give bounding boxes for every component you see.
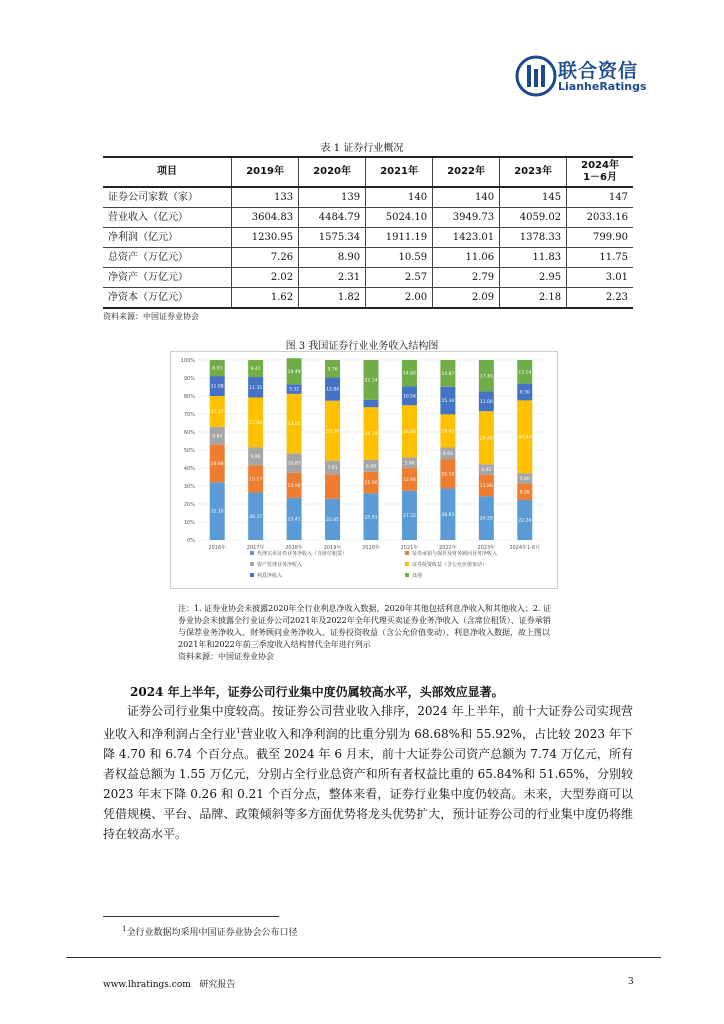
- data-label: 15.34: [441, 399, 455, 405]
- data-label: 33.05: [287, 422, 301, 428]
- table-cell: 11.06: [433, 248, 500, 268]
- data-label: 17.45: [479, 374, 493, 380]
- table-row: [103, 288, 633, 309]
- table-header-row: [103, 157, 633, 187]
- table-cell: 2.00: [366, 288, 433, 309]
- y-tick-label: 40%: [183, 466, 195, 472]
- y-tick-label: 10%: [183, 520, 195, 526]
- y-tick-label: 0%: [187, 538, 195, 544]
- table-cell: 140: [433, 187, 500, 208]
- data-label: 28.94: [402, 429, 416, 435]
- table-cell: 3.01: [567, 268, 633, 288]
- data-label: 9.96: [250, 454, 261, 460]
- table-cell: 1911.19: [366, 228, 433, 248]
- footnote-ref[interactable]: 1: [236, 727, 241, 735]
- x-tick-label: 2018年: [285, 545, 303, 551]
- legend-label: 利息净收入: [257, 573, 283, 579]
- legend-label: 资产管理业务净收入: [257, 562, 303, 568]
- table-cell: 8.90: [299, 248, 366, 268]
- table-cell: 营业收入（亿元）: [103, 208, 232, 228]
- page-number: 3: [628, 977, 634, 987]
- data-label: 12.64: [402, 478, 416, 484]
- table-cell: 1.62: [232, 288, 299, 309]
- data-label: 17.17: [210, 410, 224, 416]
- table-cell: 2.02: [232, 268, 299, 288]
- footer-left: [103, 977, 235, 990]
- data-label: 6.64: [442, 452, 453, 458]
- table-cell: 2.09: [433, 288, 500, 309]
- table-row: [103, 268, 633, 288]
- y-tick-label: 70%: [183, 412, 195, 418]
- x-tick-label: 2021年: [400, 545, 419, 551]
- data-label: 10.54: [402, 394, 416, 400]
- data-label: 40.44: [518, 435, 532, 441]
- data-label: 11.08: [210, 384, 224, 390]
- legend-swatch: [405, 551, 409, 555]
- legend-swatch: [405, 573, 409, 577]
- y-tick-label: 60%: [183, 430, 195, 436]
- logo-en: LianheRatings: [558, 80, 647, 93]
- data-label: 33.30: [326, 429, 340, 435]
- x-tick-label: 2020年: [362, 545, 380, 551]
- table-cell: 2.31: [299, 268, 366, 288]
- footer-label: 研究报告: [199, 980, 236, 990]
- data-label: 18.42: [441, 429, 455, 435]
- table-cell: 3949.73: [433, 208, 500, 228]
- table-cell: 10.59: [366, 248, 433, 268]
- data-label: 29.48: [479, 436, 493, 442]
- bar-segment: [325, 474, 340, 499]
- table-header-cell: 2020年: [299, 157, 366, 187]
- data-label: 7.61: [327, 466, 338, 472]
- table-body: [103, 187, 633, 308]
- data-label: 29.19: [364, 432, 378, 438]
- figure-title: 图 3 我国证券行业业务收入结构图: [285, 341, 439, 352]
- table-cell: 净资产（万亿元）: [103, 268, 232, 288]
- table-header-cell: 2022年: [433, 157, 500, 187]
- table-source: 资料来源：中国证券业协会: [103, 312, 199, 321]
- footnote-mark: 1: [122, 925, 127, 933]
- data-label: 9.30: [519, 390, 530, 396]
- legend-label: 证券承销与保荐及财务顾问业务净收入: [412, 551, 498, 557]
- table-cell: 2033.16: [567, 208, 633, 228]
- table-cell: 11.83: [500, 248, 567, 268]
- legend-swatch: [250, 551, 254, 555]
- table-cell: 1.82: [299, 288, 366, 309]
- table-header-cell: 2024年 1－6月: [567, 157, 633, 187]
- body-paragraph: [103, 701, 633, 844]
- x-tick-label: 2024年1-6月: [509, 545, 541, 551]
- data-label: 22.24: [518, 518, 532, 524]
- table-cell: 1423.01: [433, 228, 500, 248]
- table-cell: 1575.34: [299, 228, 366, 248]
- table-header-cell: 2021年: [366, 157, 433, 187]
- data-label: 27.68: [249, 420, 263, 426]
- data-label: 5.92: [481, 468, 492, 474]
- table-cell: 1378.33: [500, 228, 567, 248]
- table-cell: 139: [299, 187, 366, 208]
- table-cell: 140: [366, 187, 433, 208]
- data-label: 9.47: [250, 367, 261, 373]
- footnote-divider: [103, 916, 279, 917]
- table-cell: 4484.79: [299, 208, 366, 228]
- table-cell: 2.95: [500, 268, 567, 288]
- data-label: 5.80: [519, 477, 530, 483]
- footer-site[interactable]: www.lhratings.com: [103, 980, 191, 990]
- table-cell: 4059.02: [500, 208, 567, 228]
- data-label: 11.86: [479, 484, 493, 490]
- table-cell: 145: [500, 187, 567, 208]
- legend-swatch: [250, 562, 254, 566]
- table-cell: 净利润（亿元）: [103, 228, 232, 248]
- data-label: 5.96: [404, 461, 415, 467]
- table-header-cell: 2019年: [232, 157, 299, 187]
- data-label: 11.96: [364, 481, 378, 487]
- table-row: [103, 228, 633, 248]
- data-label: 27.32: [402, 514, 416, 520]
- table-cell: 799.90: [567, 228, 633, 248]
- table-header-cell: 项目: [103, 157, 232, 187]
- data-label: 20.88: [210, 462, 224, 468]
- table-cell: 1230.95: [232, 228, 299, 248]
- data-label: 13.90: [287, 483, 301, 489]
- body-paragraph-part-a: 证券公司行业集中度较高。按证券公司营业收入排序，2024 年上半年，前十大证券公司实现营业收入和净利润占全行业: [103, 704, 633, 741]
- table-cell: 147: [567, 187, 633, 208]
- table-cell: 5024.10: [366, 208, 433, 228]
- data-label: 25.91: [364, 515, 378, 521]
- data-label: 8.93: [212, 366, 223, 372]
- data-label: 14.49: [287, 369, 301, 375]
- y-tick-label: 50%: [183, 448, 195, 454]
- y-tick-label: 100%: [180, 358, 195, 364]
- data-label: 32.10: [210, 509, 224, 515]
- legend-label: 代理买卖证券业务净收入（含席位租赁）: [257, 551, 348, 557]
- table-cell: 133: [232, 187, 299, 208]
- data-label: 9.76: [327, 367, 338, 373]
- data-label: 14.60: [402, 371, 416, 377]
- legend-swatch: [250, 573, 254, 577]
- table-cell: 2.18: [500, 288, 567, 309]
- table-row: [103, 187, 633, 208]
- data-label: 15.17: [249, 477, 263, 483]
- data-label: 9.08: [519, 490, 530, 496]
- table-cell: 2.79: [433, 268, 500, 288]
- body-paragraph-part-b: 营业收入和净利润的比重分别为 68.68%和 55.92%，占比较 2023 年下降 4.70 和 6.74 个百分点。截至 2024 年 6 月末，前十大证券公司资产总额为 7.74 万亿元，所有者权益总额为 1.55 万亿元，分别占全行业总资产和所有者权益比重的 65.84%和 51.65%，分别较 2023 年末下降 0.26 和 0.21 个百分点，整体来看，证券行业集中度仍较高。未来，大型券商可以凭借规模、平台、品牌、政策倾斜等多方面优势将龙头优势扩大，预计证券公司的行业集中度仍将维持在较高水平。: [103, 727, 633, 841]
- y-tick-label: 90%: [183, 376, 195, 382]
- x-tick-label: 2023年: [477, 545, 496, 551]
- footnote-text: 全行业数据均采用中国证券业协会公布口径: [126, 928, 298, 938]
- data-label: 9.84: [212, 434, 223, 440]
- x-tick-label: 2016年: [208, 545, 227, 551]
- data-label: 11.00: [479, 399, 493, 405]
- table-row: [103, 208, 633, 228]
- data-label: 10.83: [287, 461, 301, 467]
- data-label: 23.41: [287, 517, 301, 523]
- data-label: 16.10: [441, 472, 455, 478]
- table-cell: 2.57: [366, 268, 433, 288]
- x-tick-label: 2017年: [246, 545, 265, 551]
- y-tick-label: 80%: [183, 394, 195, 400]
- figure-notes: [178, 603, 558, 663]
- data-label: 6.68: [365, 464, 377, 470]
- logo-name: 联合资信: [558, 60, 639, 82]
- legend-label: 证券投资收益（含公允价值变动）: [412, 562, 488, 568]
- revenue-structure-chart: [170, 351, 556, 589]
- footnote: [122, 925, 297, 938]
- data-label: 5.32: [289, 387, 300, 393]
- section-heading: 2024 年上半年，证券公司行业集中度仍属较高水平，头部效应显著。: [130, 685, 504, 699]
- table-title: 表 1 证券行业概况: [320, 143, 404, 154]
- legend-swatch: [405, 562, 409, 566]
- legend-label: 其他: [412, 573, 423, 579]
- figure-notes-text: 注：1. 证券业协会未披露2020年全行业利息净收入数据，2020年其他包括利息净收入和其他收入；2. 证券业协会未披露全行业证券公司2021年及2022年全年代理买卖证券业务净收入（含席位租赁）、证券承销与保荐业务净收入、财务顾问业务净收入、证券投资收益（含公允价值变动）、利息净收入数据，故上图以2021年和2022年前三季度收入结构替代全年进行列示: [178, 604, 552, 649]
- x-tick-label: 2022年: [439, 545, 457, 551]
- table-cell: 7.26: [232, 248, 299, 268]
- table-cell: 2.23: [567, 288, 633, 309]
- data-label: 22.14: [364, 378, 378, 384]
- y-tick-label: 20%: [183, 502, 195, 508]
- data-label: 14.87: [441, 371, 455, 377]
- table-header-cell: 2023年: [500, 157, 567, 187]
- table-cell: 证券公司家数（家）: [103, 187, 232, 208]
- industry-overview-table: [103, 156, 633, 309]
- data-label: 13.14: [518, 370, 532, 376]
- table-cell: 11.75: [567, 248, 633, 268]
- table-cell: 净资本（万亿元）: [103, 288, 232, 309]
- table-row: [103, 248, 633, 268]
- data-label: 26.37: [249, 514, 263, 520]
- y-tick-label: 30%: [183, 484, 195, 490]
- table-cell: 总资产（万亿元）: [103, 248, 232, 268]
- data-label: 24.29: [479, 516, 493, 522]
- figure-source: 资料来源：中国证券业协会: [178, 652, 274, 661]
- bar-segment: [364, 400, 379, 407]
- data-label: 11.35: [249, 385, 263, 391]
- data-label: 28.63: [441, 512, 455, 518]
- data-label: 12.84: [326, 387, 340, 393]
- table-cell: 3604.83: [232, 208, 299, 228]
- data-label: 22.85: [326, 518, 340, 524]
- footer-divider: [66, 957, 661, 958]
- x-tick-label: 2019年: [323, 545, 342, 551]
